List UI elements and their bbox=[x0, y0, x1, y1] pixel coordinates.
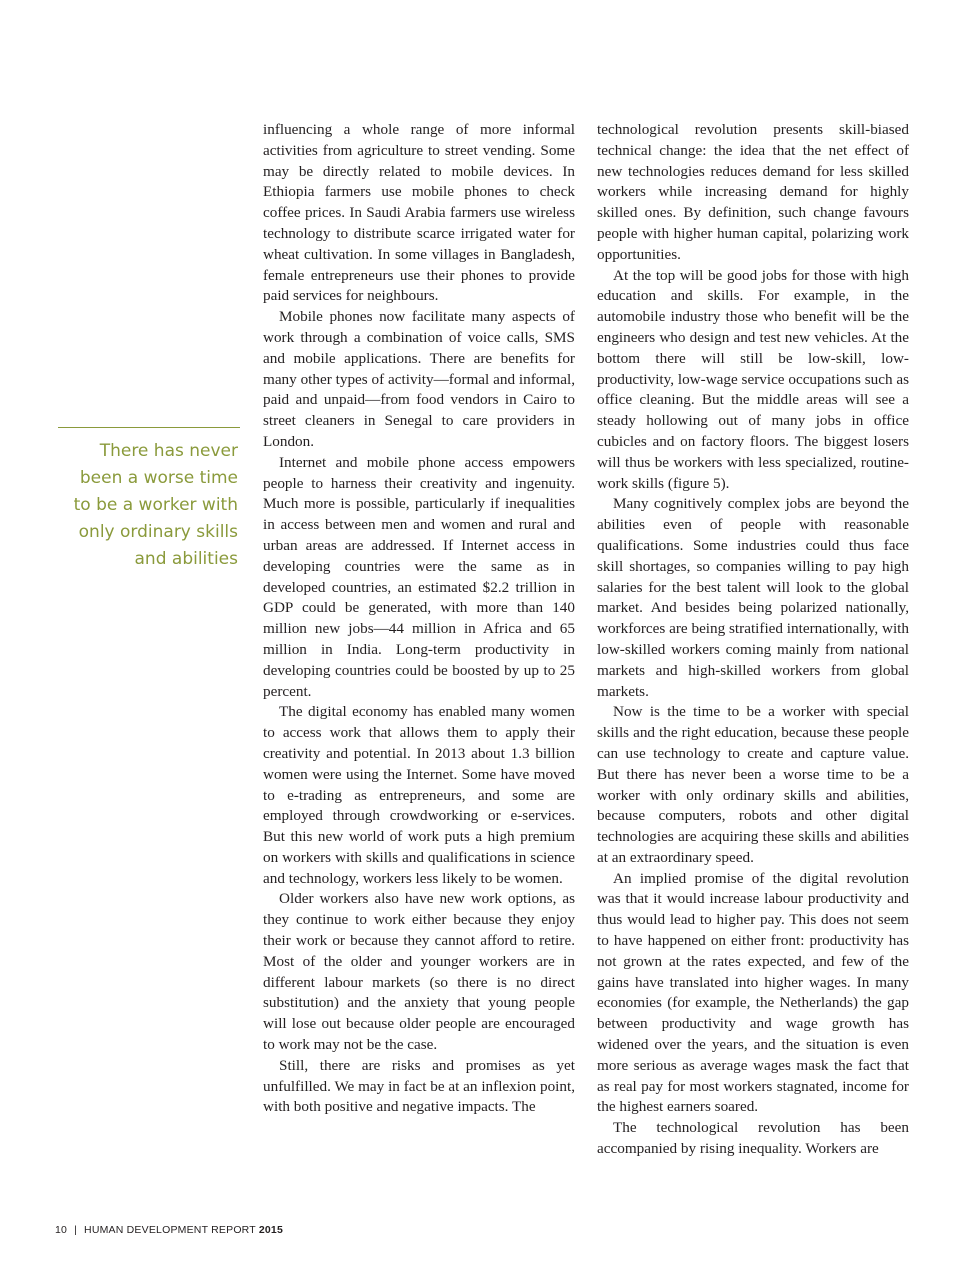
paragraph: Older workers also have new work options, as they continue to work either because they enjoy their work or because they cannot afford to retire. Most of the older and younger workers are in different labour markets (so there is no direct substitution) and the anxiety that young people will lose out because older people are encouraged to work may not be the case. bbox=[263, 890, 575, 1054]
body-column-left bbox=[263, 120, 575, 1118]
paragraph: An implied promise of the digital revolution was that it would increase labour productivity and thus would lead to higher pay. This does not seem to have happened on either front: productivity has not grown at the rates expected, and few of the gains have translated into higher wages. In many economies (for example, the Netherlands) the gap between productivity and wage growth has widened over the years, and the situation is even more serious as average wages mask the fact that as real pay for most workers stagnated, income for the highest earners soared. bbox=[597, 869, 909, 1116]
paragraph: The digital economy has enabled many women to access work that allows them to apply their creativity and potential. In 2013 about 1.3 billion women were using the Internet. Some have moved to e-trading as entrepreneurs, and some are employed through crowdworking or e-services. But this new world of work puts a high premium on workers with skills and qualifications in science and technology, workers less likely to be women. bbox=[263, 703, 575, 887]
footer-separator: | bbox=[74, 1224, 78, 1236]
pullquote-line: only ordinary skills bbox=[78, 522, 238, 542]
paragraph: Many cognitively complex jobs are beyond the abilities even of people with reasonable qualifications. Some industries could thus face skill shortages, so companies willing to pay high salaries for the best talent will look to the global market. And besides being polarized nationally, workforces are being stratified internationally, with low-skilled workers coming mainly from national markets and high-skilled workers from global markets. bbox=[597, 495, 909, 700]
report-name: HUMAN DEVELOPMENT REPORT bbox=[84, 1224, 256, 1236]
pullquote-rule bbox=[58, 427, 240, 428]
body-column-right bbox=[597, 120, 909, 1160]
report-year: 2015 bbox=[258, 1224, 283, 1236]
paragraph: Still, there are risks and promises as yet unfulfilled. We may in fact be at an inflexion point, with both positive and negative impacts. The bbox=[263, 1056, 575, 1116]
pullquote-line: There has never bbox=[99, 441, 238, 461]
paragraph: Mobile phones now facilitate many aspects of work through a combination of voice calls, SMS and mobile applications. There are benefits for many other types of activity—formal and informal, paid and unpaid—from food vendors in Cairo to street cleaners in Senegal to care providers in London. bbox=[263, 308, 575, 450]
pullquote-line: to be a worker with bbox=[73, 495, 238, 515]
paragraph: technological revolution presents skill-biased technical change: the idea that the net effect of new technologies reduces demand for less skilled workers while increasing demand for highly skilled ones. By definition, such change favours people with higher human capital, polarizing work opportunities. bbox=[597, 121, 909, 263]
page-footer bbox=[55, 1224, 283, 1236]
page-number: 10 bbox=[55, 1224, 68, 1236]
pullquote bbox=[58, 438, 238, 573]
paragraph: influencing a whole range of more informal activities from agriculture to street vending. Some may be directly related to mobile devices. In Ethiopia farmers use mobile phones to check coffee prices. In Saudi Arabia farmers use wireless technology to distribute scarce irrigated water for wheat cultivation. In some villages in Bangladesh, female entrepreneurs use their phones to provide paid services for neighbours. bbox=[263, 121, 575, 305]
paragraph: At the top will be good jobs for those with high education and skills. For example, in the automobile industry those who benefit will be the engineers who design and test new vehicles. At the bottom there will still be low-skill, low-productivity, low-wage service occupations such as office cleaning. But the middle areas will see a steady hollowing out of many jobs in office cubicles and on factory floors. The biggest losers will thus be workers with less specialized, routine-work skills (figure 5). bbox=[597, 266, 909, 492]
paragraph: Now is the time to be a worker with special skills and the right education, because these people can use technology to create and capture value. But there has never been a worse time to be a worker with only ordinary skills and abilities, because computers, robots and other digital technologies are acquiring these skills and abilities at an extraordinary speed. bbox=[597, 703, 909, 866]
paragraph: The technological revolution has been accompanied by rising inequality. Workers are bbox=[597, 1119, 909, 1158]
pullquote-line: and abilities bbox=[134, 549, 238, 569]
paragraph: Internet and mobile phone access empowers people to harness their creativity and ingenuity. Much more is possible, particularly if inequalities in access between men and women and rural and urban areas are addressed. If Internet access in developing countries were the same as in developed countries, an estimated $2.2 trillion in GDP could be generated, with more than 140 million new jobs—44 million in Africa and 65 million in India. Long-term productivity in developing countries could be boosted by up to 25 percent. bbox=[263, 453, 575, 700]
pullquote-line: been a worse time bbox=[79, 468, 238, 488]
